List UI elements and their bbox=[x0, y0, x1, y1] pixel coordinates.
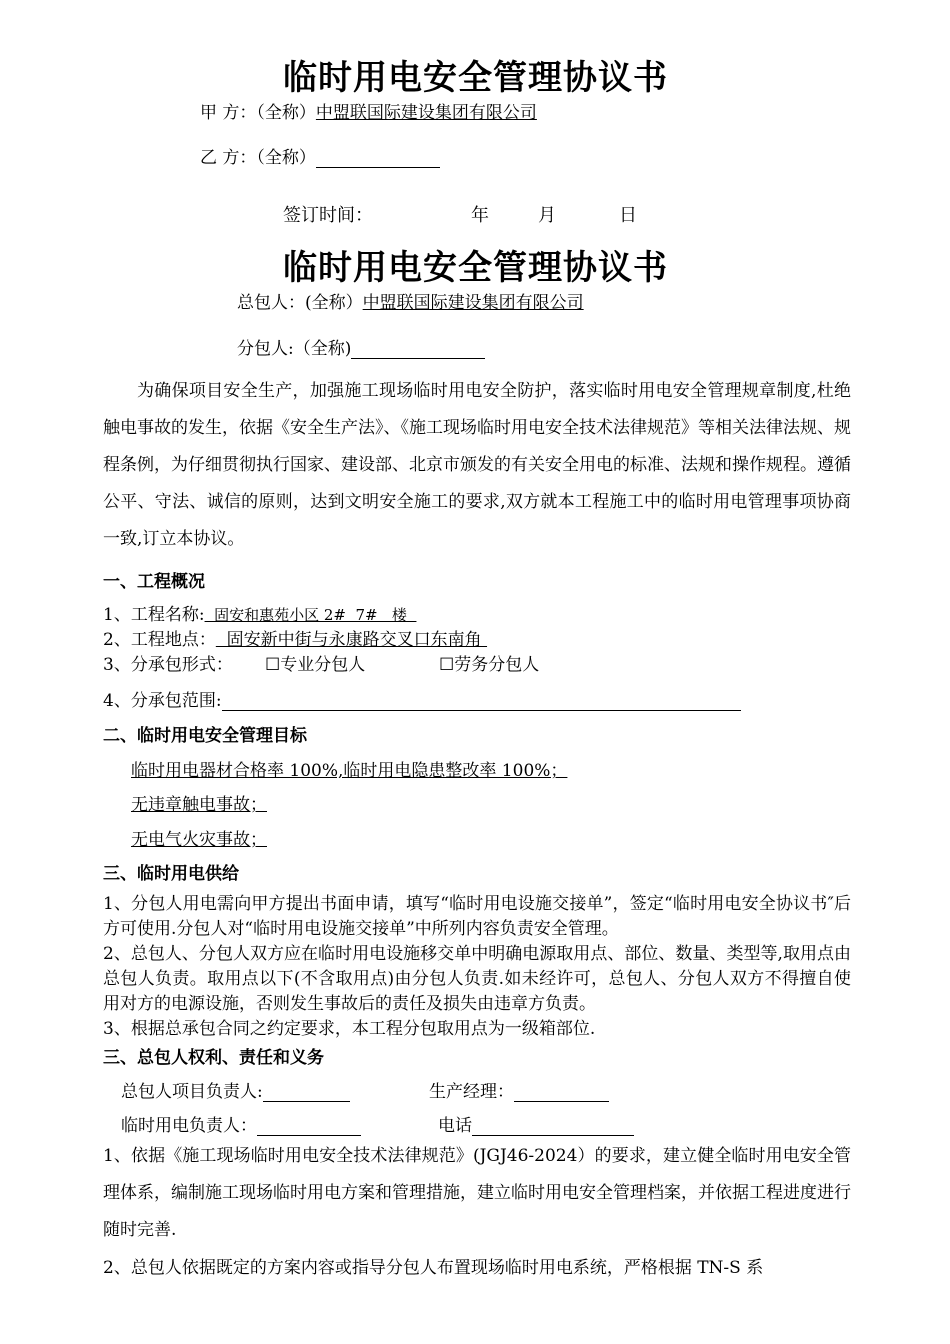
duty-item-1: 1、依据《施工现场临时用电安全技术法律规范》(JGJ46-2024）的要求，建立健全临时用电安全管理体系，编制施工现场临时用电方案和管理措施，建立临时用电安全管理档案，并依据工程进度进行随时完善. bbox=[103, 1146, 851, 1240]
subcontract-scope-label: 4、分承包范围: bbox=[103, 691, 222, 711]
party-b-line bbox=[200, 143, 440, 168]
goal-no-electrocution: 无违章触电事故； bbox=[131, 795, 267, 815]
duty-item-2: 2、总包人依据既定的方案内容或指导分包人布置现场临时用电系统，严格根据 TN-S 系 bbox=[103, 1258, 764, 1278]
professional-subcontractor-checkbox[interactable]: ☐专业分包人 bbox=[265, 655, 366, 675]
sign-date-label: 签订时间： bbox=[283, 205, 373, 226]
sign-date-line bbox=[283, 201, 373, 227]
subcontract-form-line bbox=[103, 650, 233, 675]
sign-month: 月 bbox=[538, 205, 556, 226]
production-manager-line bbox=[429, 1077, 609, 1102]
section2-heading: 二、临时用电安全管理目标 bbox=[103, 726, 307, 746]
electrical-officer-blank[interactable] bbox=[257, 1117, 361, 1136]
production-manager-blank[interactable] bbox=[514, 1083, 609, 1102]
project-name-value: 固安和惠苑小区 2# 7# 楼 bbox=[204, 606, 417, 624]
production-manager-label: 生产经理： bbox=[429, 1082, 514, 1102]
labor-subcontractor-checkbox[interactable]: ☐劳务分包人 bbox=[439, 655, 540, 675]
intro-paragraph: 为确保项目安全生产，加强施工现场临时用电安全防护，落实临时用电安全管理规章制度,杜绝触电事故的发生，依据《安全生产法》、《施工现场临时用电安全技术法律规范》等相关法律法规、规程条例，为仔细贯彻执行国家、建设部、北京市颁发的有关安全用电的标准、法规和操作规程。遵循公平、守法、诚信的原则，达到文明安全施工的要求,双方就本工程施工中的临时用电管理事项协商一致,订立本协议。 bbox=[103, 381, 851, 549]
pm-line bbox=[121, 1077, 350, 1102]
party-a-name: 中盟联国际建设集团有限公司 bbox=[315, 103, 537, 123]
subcontract-form-label: 3、分承包形式： bbox=[103, 655, 233, 675]
party-a-label: 甲 方：（全称） bbox=[200, 103, 316, 123]
goal-equipment-rate: 临时用电器材合格率 100%,临时用电隐患整改率 100%； bbox=[131, 761, 568, 781]
party-a-line bbox=[200, 98, 537, 123]
pm-label: 总包人项目负责人: bbox=[121, 1082, 263, 1102]
supply-item-1: 1、分包人用电需向甲方提出书面申请，填写“临时用电设施交接单”，签定“临时用电安全协议书″后方可使用.分包人对“临时用电设施交接单”中所列内容负责安全管理。 bbox=[103, 894, 851, 939]
project-name-label: 1、工程名称: bbox=[103, 605, 205, 625]
section3-heading: 三、临时用电供给 bbox=[103, 864, 239, 884]
subcontractor-blank[interactable] bbox=[351, 340, 485, 359]
agreement-title: 临时用电安全管理协议书 bbox=[283, 248, 668, 288]
subcontract-scope-line bbox=[103, 686, 741, 711]
supply-item-2: 2、总包人、分包人双方应在临时用电设施移交单中明确电源取用点、部位、数量、类型等,取用点由总包人负责。取用点以下(不含取用点)由分包人负责.如未经许可，总包人、分包人双方不得擅自使用对方的电源设施，否则发生事故后的责任及损失由违章方负责。 bbox=[103, 944, 851, 1014]
electrical-officer-line bbox=[121, 1111, 361, 1136]
subcontractor-label: 分包人:（全称) bbox=[237, 339, 352, 359]
sign-year: 年 bbox=[471, 205, 489, 226]
pm-blank[interactable] bbox=[263, 1083, 350, 1102]
section4-heading: 三、总包人权利、责任和义务 bbox=[103, 1048, 324, 1068]
subcontractor-line bbox=[237, 334, 485, 359]
phone-blank[interactable] bbox=[472, 1117, 634, 1136]
subcontract-scope-blank[interactable] bbox=[222, 692, 741, 711]
project-location-line bbox=[103, 625, 487, 650]
electrical-officer-label: 临时用电负责人： bbox=[121, 1116, 257, 1136]
supply-item-3: 3、根据总承包合同之约定要求，本工程分包取用点为一级箱部位. bbox=[103, 1019, 596, 1039]
party-b-blank[interactable] bbox=[316, 149, 440, 168]
contractor-name: 中盟联国际建设集团有限公司 bbox=[362, 293, 584, 313]
project-name-line bbox=[103, 600, 416, 625]
section1-heading: 一、工程概况 bbox=[103, 572, 205, 592]
contractor-line bbox=[237, 288, 584, 313]
phone-line bbox=[438, 1111, 634, 1136]
goal-no-electrical-fire: 无电气火灾事故； bbox=[131, 830, 267, 850]
cover-title: 临时用电安全管理协议书 bbox=[283, 58, 668, 98]
party-b-label: 乙 方：（全称） bbox=[200, 148, 316, 168]
phone-label: 电话 bbox=[438, 1116, 472, 1136]
contractor-label: 总包人：(全称） bbox=[237, 293, 363, 313]
project-location-label: 2、工程地点： bbox=[103, 630, 216, 650]
project-location-value: 固安新中街与永康路交叉口东南角 bbox=[215, 630, 488, 650]
sign-day: 日 bbox=[619, 205, 637, 226]
